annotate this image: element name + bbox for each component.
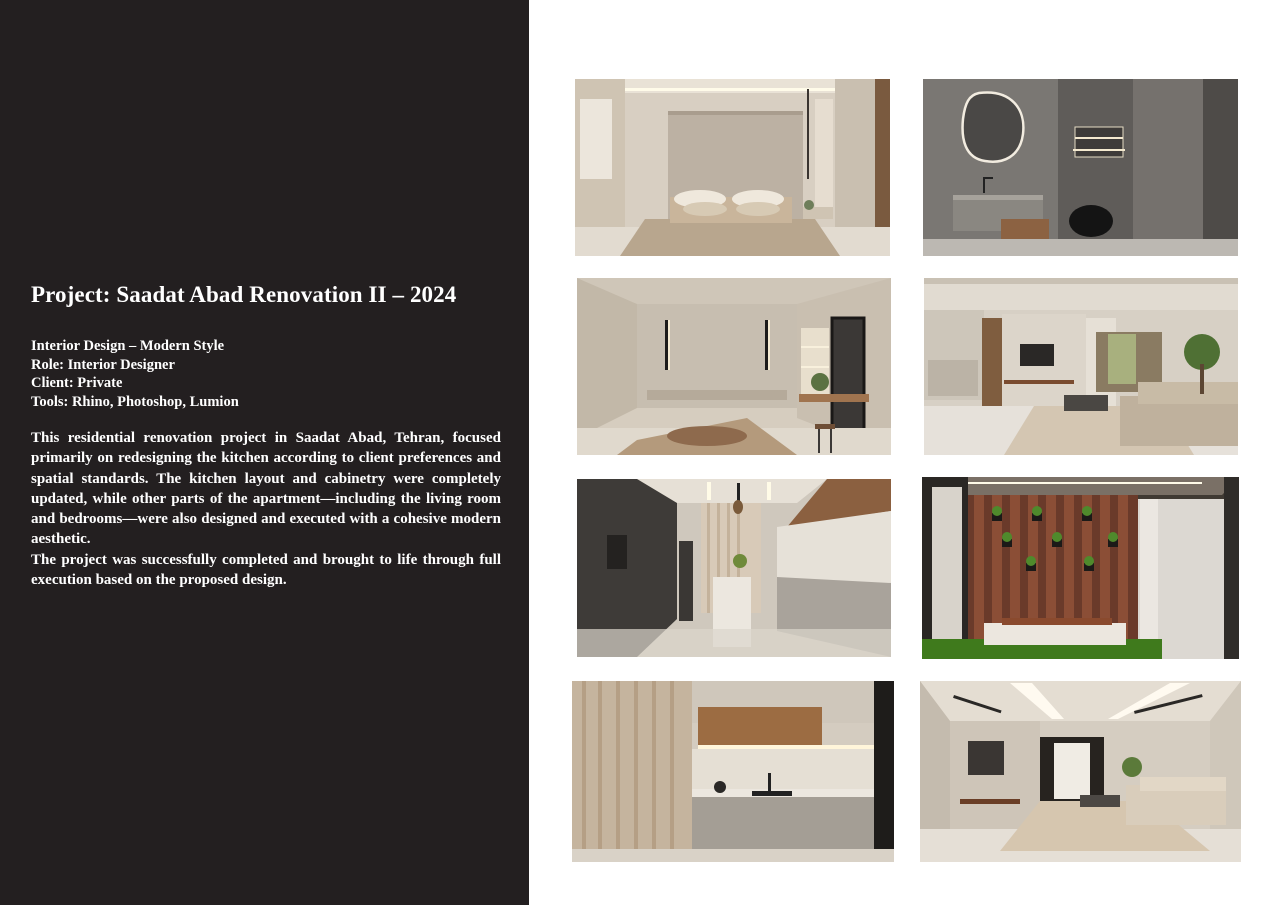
kitchen-counter-render-image [572,681,894,862]
living-room-tv-render-image [920,681,1241,862]
kitchen-island-render-image [577,479,891,657]
role-line: Role: Interior Designer [31,356,175,373]
bedroom-vanity-render-image [577,278,891,455]
kitchen-counter-render [572,681,894,862]
living-room-tv-render [920,681,1241,862]
bathroom-render-image [923,79,1238,256]
green-wall-render-image [922,477,1239,659]
bedroom-vanity-render [577,278,891,455]
tools-line: Tools: Rhino, Photoshop, Lumion [31,393,239,410]
living-room-render-image [924,278,1238,455]
info-panel [0,0,529,905]
style-line: Interior Design – Modern Style [31,338,225,354]
bathroom-render [923,79,1238,256]
project-meta-list [31,337,239,411]
project-title: Project: Saadat Abad Renovation II – 2024 [31,282,457,307]
client-line: Client: Private [31,375,123,391]
description-paragraph-1: This residential renovation project in Saadat Abad, Tehran, focused primarily on redesigning the kitchen according to client preferences and spatial standards. The kitchen layout and cabinetry were completely updated, while other parts of the apartment—including the living room and bedrooms—were also designed and executed with a cohesive modern aesthetic. [31,430,501,548]
bedroom-render [575,79,890,256]
bedroom-render-image [575,79,890,256]
kitchen-island-render [577,479,891,657]
description-paragraph-2: The project was successfully completed and brought to life through full execution based on the proposed design. [31,551,501,589]
project-description [31,428,501,590]
living-room-render [924,278,1238,455]
green-wall-render [922,477,1239,659]
